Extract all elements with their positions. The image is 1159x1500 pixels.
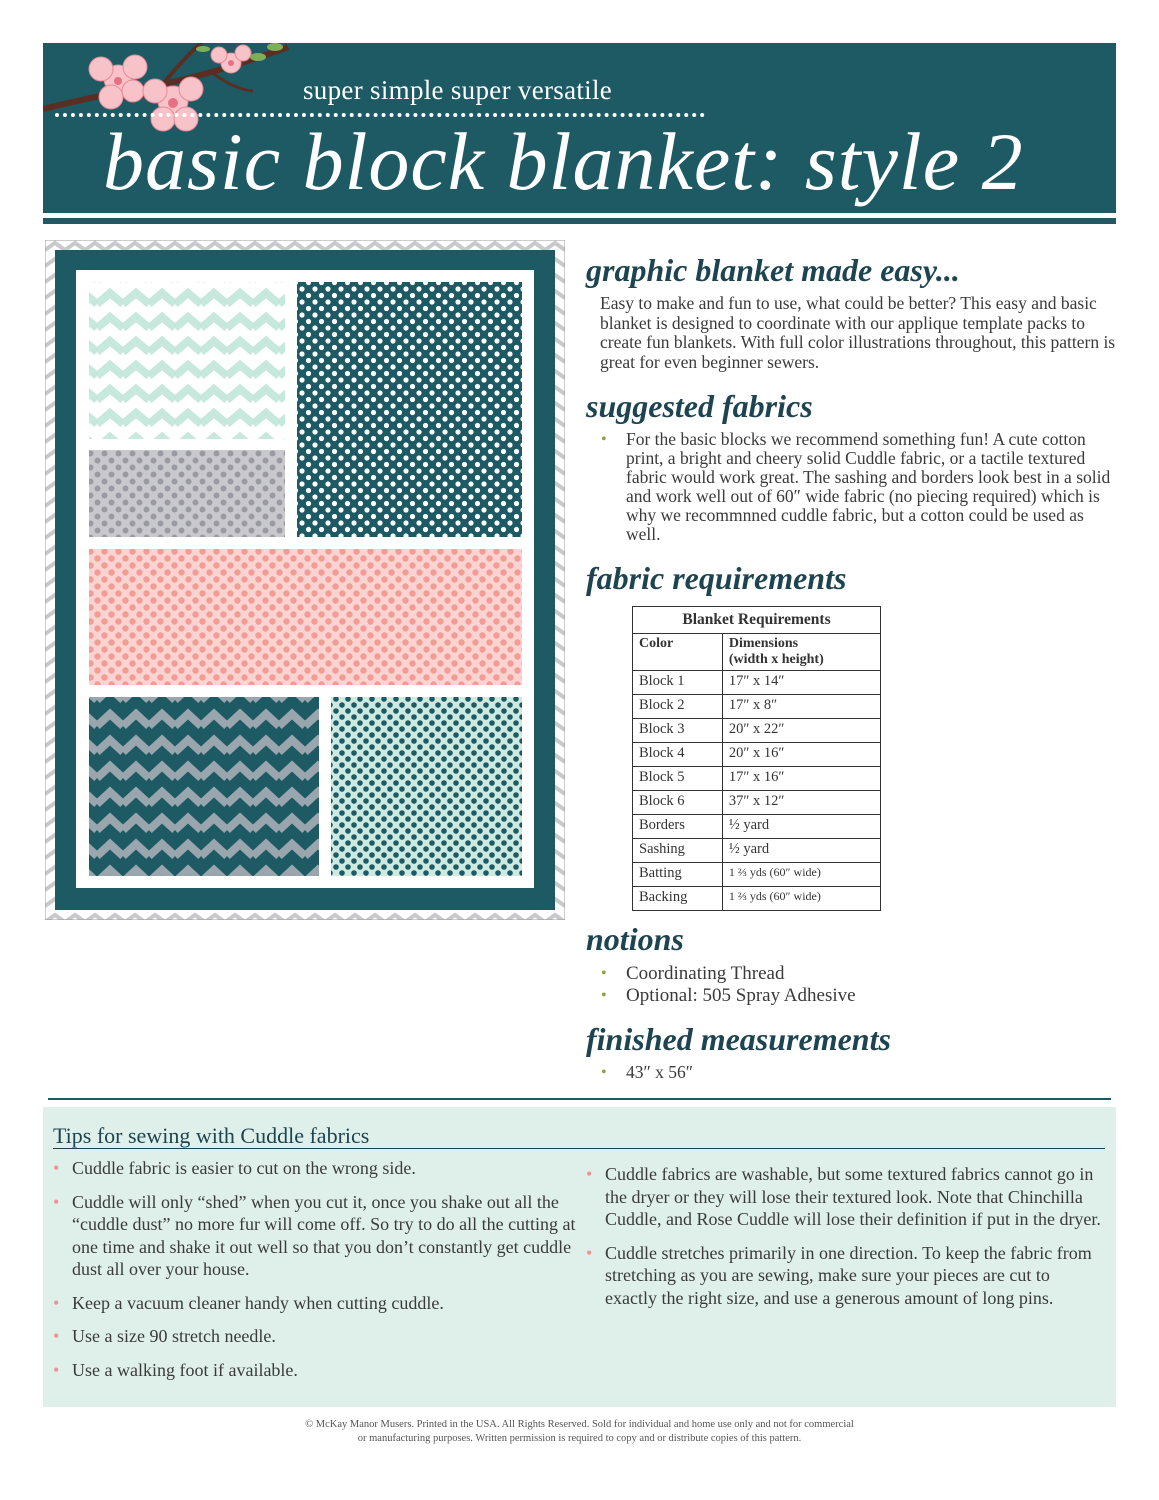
table-cell: Borders: [633, 815, 723, 839]
list-item: • Keep a vacuum cleaner handy when cutting cuddle.: [53, 1292, 583, 1315]
table-cell: 20″ x 16″: [722, 743, 880, 767]
table-row: [633, 887, 881, 911]
table-cell: Block 5: [633, 767, 723, 791]
table-cell: ½ yard: [722, 815, 880, 839]
list-item: • Cuddle will only “shed” when you cut it, once you shake out all the “cuddle dust” no more fur will come off. So try to do all the cutting at one time and shake it out well so that you don’t constantly get cuddle dust all over your house.: [53, 1191, 583, 1281]
page-title: basic block blanket: style 2: [103, 116, 1024, 207]
section-divider: [48, 1098, 1111, 1100]
list-item: • Use a walking foot if available.: [53, 1359, 583, 1382]
list-item: • 43″ x 56″: [586, 1063, 1116, 1082]
table-cell: Batting: [633, 863, 723, 887]
footer-line: © McKay Manor Musers. Printed in the USA. All Rights Reserved. Sold for individual and home use only and not for commercial: [305, 1419, 854, 1430]
list-item: • Cuddle fabric is easier to cut on the wrong side.: [53, 1157, 583, 1180]
table-row: [633, 839, 881, 863]
content-column: [586, 250, 1116, 1082]
tips-list-right: [586, 1163, 1106, 1320]
list-item: • For the basic blocks we recommend something fun! A cute cotton print, a bright and cheery solid Cuddle fabric, or a tactile textured fabric would work great. The sashing and borders look best in a solid and work well out of 60″ wide fabric (no piecing required) which is why we recommnned cuddle fabric, but a cotton could be used as well.: [586, 430, 1116, 544]
footer-line: or manufacturing purposes. Written permission is required to copy and or distribute copies of this pattern.: [357, 1433, 802, 1444]
column-header-dimensions: Dimensions (width x height): [722, 634, 880, 671]
table-row: [633, 743, 881, 767]
block-3: [297, 282, 522, 537]
table-cell: Backing: [633, 887, 723, 911]
finished-heading: finished measurements: [586, 1021, 891, 1057]
notions-list: [586, 963, 1116, 1007]
finished-section: [586, 1019, 1116, 1082]
notions-heading: notions: [586, 921, 684, 957]
table-cell: Block 1: [633, 671, 723, 695]
requirements-table: [632, 606, 881, 911]
table-cell: 1 ⅔ yds (60″ wide): [722, 863, 880, 887]
table-row: [633, 671, 881, 695]
list-item: • Optional: 505 Spray Adhesive: [586, 985, 1116, 1007]
list-item: • Cuddle fabrics are washable, but some textured fabrics cannot go in the dryer or they will lose their textured look. Note that Chinchilla Cuddle, and Rose Cuddle will lose their definition if put in the dryer.: [586, 1163, 1106, 1231]
finished-list: [586, 1063, 1116, 1082]
blanket-illustration: [45, 240, 565, 920]
header-rule: [43, 218, 1116, 224]
notions-section: [586, 919, 1116, 1007]
block-6: [89, 549, 522, 685]
block-4: [89, 697, 319, 876]
tips-list-left: [53, 1157, 583, 1392]
table-cell: 37″ x 12″: [722, 791, 880, 815]
intro-section: [586, 250, 1116, 372]
header-banner: [43, 43, 1116, 213]
table-row: [633, 791, 881, 815]
table-cell: 17″ x 16″: [722, 767, 880, 791]
fabrics-heading: suggested fabrics: [586, 388, 813, 424]
table-row: [633, 815, 881, 839]
block-5: [331, 697, 522, 876]
tagline: super simple super versatile: [303, 75, 613, 105]
table-cell: 1 ⅔ yds (60″ wide): [722, 887, 880, 911]
table-title: Blanket Requirements: [633, 607, 881, 634]
list-item: • Cuddle stretches primarily in one direction. To keep the fabric from stretching as you are sewing, make sure your pieces are cut to exactly the right size, and use a generous amount of long pins.: [586, 1242, 1106, 1310]
table-cell: 20″ x 22″: [722, 719, 880, 743]
table-cell: Block 4: [633, 743, 723, 767]
column-header-color: Color: [633, 634, 723, 671]
table-row: [633, 719, 881, 743]
table-cell: 17″ x 8″: [722, 695, 880, 719]
table-cell: ½ yard: [722, 839, 880, 863]
table-row: [633, 695, 881, 719]
table-cell: Block 6: [633, 791, 723, 815]
block-1: [89, 282, 285, 439]
fabrics-list: [586, 430, 1116, 544]
table-cell: 17″ x 14″: [722, 671, 880, 695]
intro-heading: graphic blanket made easy...: [586, 252, 960, 288]
tips-underline: [53, 1148, 1105, 1149]
intro-body: Easy to make and fun to use, what could be better? This easy and basic blanket is designed to coordinate with our applique template packs to create fun blankets. With full color illustrations throughout, this pattern is great for even beginner sewers.: [600, 293, 1116, 372]
tips-title: Tips for sewing with Cuddle fabrics: [53, 1123, 370, 1148]
table-row: [633, 767, 881, 791]
table-row: [633, 863, 881, 887]
requirements-heading: fabric requirements: [586, 560, 847, 596]
list-item: • Use a size 90 stretch needle.: [53, 1325, 583, 1348]
requirements-section: [586, 558, 1116, 911]
copyright-footer: [0, 1418, 1159, 1446]
tips-box: [43, 1107, 1116, 1407]
table-cell: Sashing: [633, 839, 723, 863]
table-cell: Block 3: [633, 719, 723, 743]
block-2: [89, 450, 285, 537]
table-cell: Block 2: [633, 695, 723, 719]
list-item: • Coordinating Thread: [586, 963, 1116, 985]
fabrics-section: [586, 386, 1116, 544]
